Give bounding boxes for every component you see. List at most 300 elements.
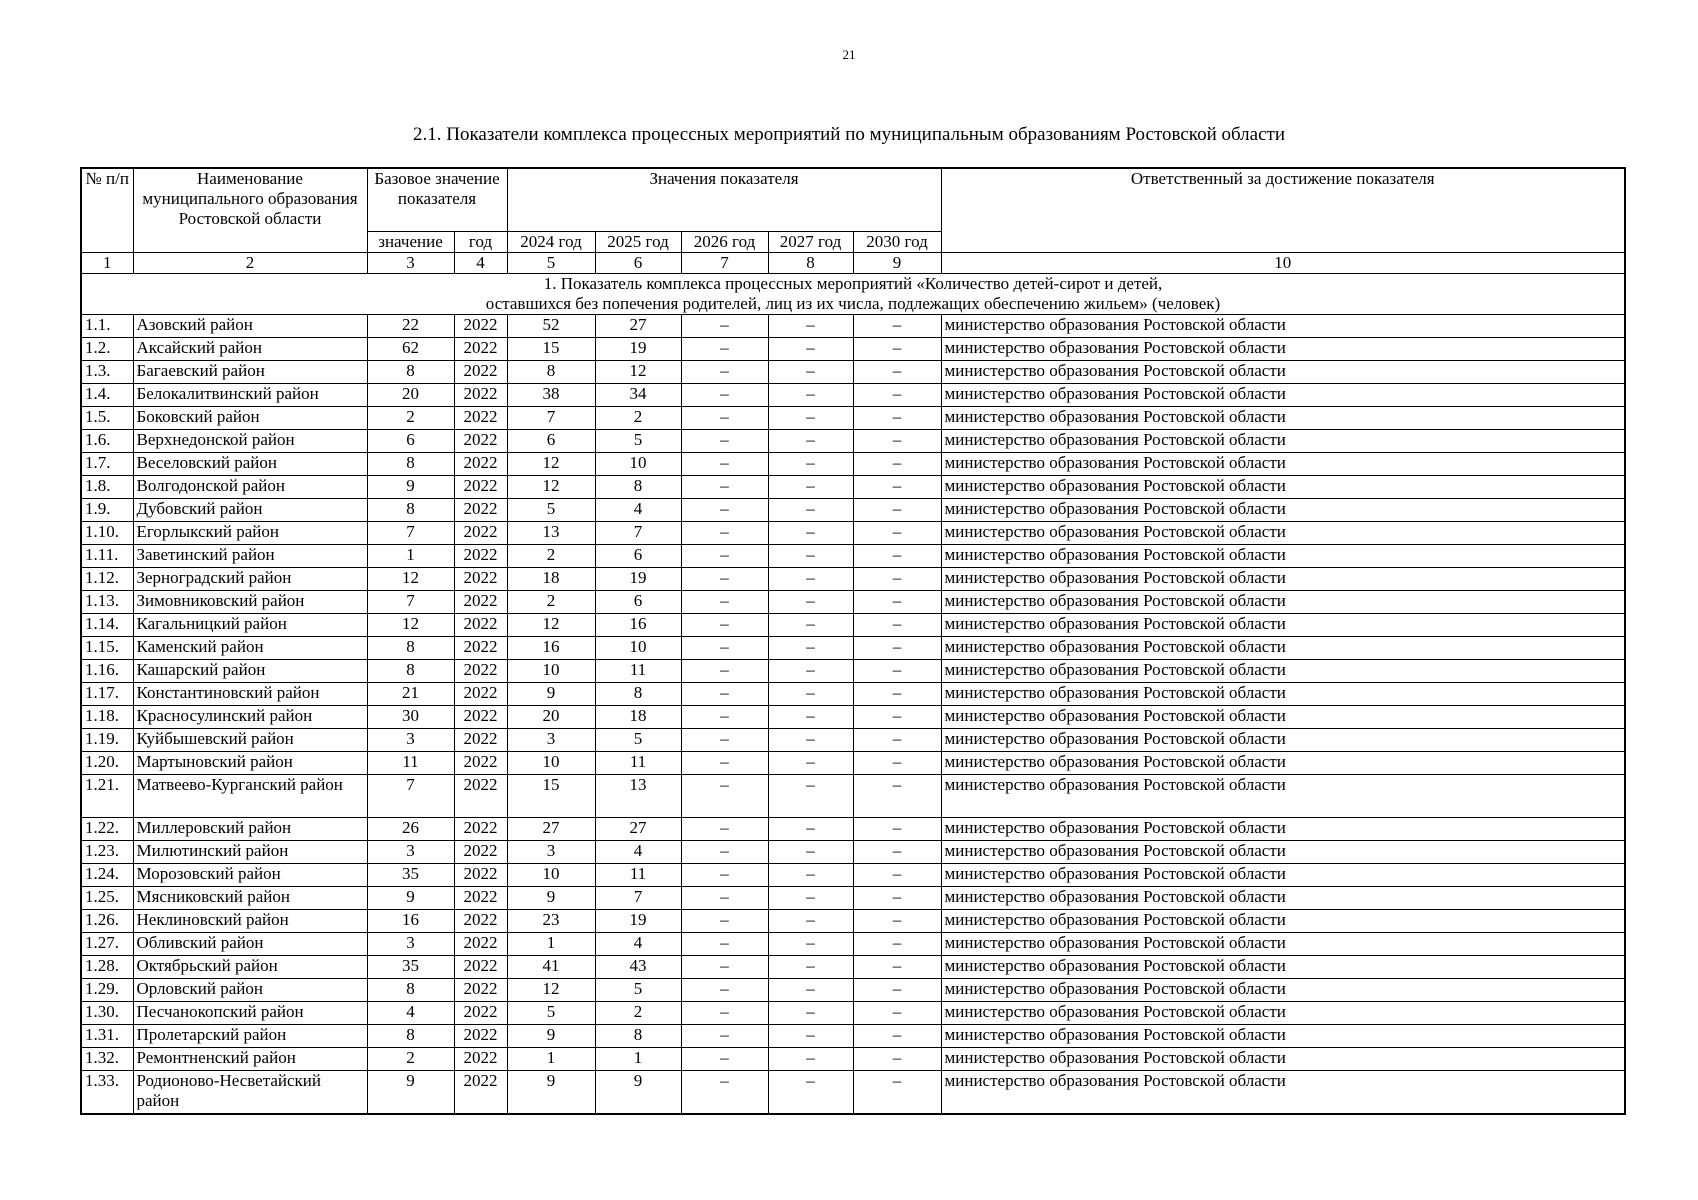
value-2024: 16 bbox=[507, 637, 595, 660]
value-2027: – bbox=[768, 499, 853, 522]
value-2030: – bbox=[853, 614, 941, 637]
district-name: Морозовский район bbox=[133, 864, 367, 887]
base-year: 2022 bbox=[454, 979, 507, 1002]
value-2024: 12 bbox=[507, 614, 595, 637]
value-2024: 41 bbox=[507, 956, 595, 979]
table-row bbox=[81, 407, 1625, 430]
base-year: 2022 bbox=[454, 614, 507, 637]
value-2027: – bbox=[768, 887, 853, 910]
value-2027: – bbox=[768, 706, 853, 729]
value-2030: – bbox=[853, 1025, 941, 1048]
row-number: 1.27. bbox=[81, 933, 133, 956]
table-row bbox=[81, 841, 1625, 864]
header-2024: 2024 год bbox=[507, 232, 595, 253]
base-value: 2 bbox=[367, 1048, 454, 1071]
value-2030: – bbox=[853, 545, 941, 568]
responsible: министерство образования Ростовской области bbox=[941, 910, 1625, 933]
value-2027: – bbox=[768, 818, 853, 841]
value-2026: – bbox=[681, 660, 768, 683]
base-value: 1 bbox=[367, 545, 454, 568]
value-2030: – bbox=[853, 361, 941, 384]
value-2030: – bbox=[853, 660, 941, 683]
table-row bbox=[81, 660, 1625, 683]
responsible: министерство образования Ростовской области bbox=[941, 1048, 1625, 1071]
district-name: Песчанокопский район bbox=[133, 1002, 367, 1025]
column-number-row bbox=[81, 253, 1625, 274]
value-2030: – bbox=[853, 729, 941, 752]
value-2025: 19 bbox=[595, 338, 681, 361]
table-row bbox=[81, 775, 1625, 818]
base-year: 2022 bbox=[454, 315, 507, 338]
responsible: министерство образования Ростовской области bbox=[941, 956, 1625, 979]
district-name: Неклиновский район bbox=[133, 910, 367, 933]
base-value: 4 bbox=[367, 1002, 454, 1025]
row-number: 1.14. bbox=[81, 614, 133, 637]
base-value: 6 bbox=[367, 430, 454, 453]
table-row bbox=[81, 384, 1625, 407]
row-number: 1.1. bbox=[81, 315, 133, 338]
value-2026: – bbox=[681, 887, 768, 910]
value-2026: – bbox=[681, 522, 768, 545]
value-2026: – bbox=[681, 729, 768, 752]
row-number: 1.28. bbox=[81, 956, 133, 979]
value-2025: 5 bbox=[595, 729, 681, 752]
base-value: 8 bbox=[367, 979, 454, 1002]
district-name: Орловский район bbox=[133, 979, 367, 1002]
district-name: Ремонтненский район bbox=[133, 1048, 367, 1071]
row-number: 1.8. bbox=[81, 476, 133, 499]
indicators-table bbox=[80, 167, 1626, 1115]
district-name: Аксайский район bbox=[133, 338, 367, 361]
district-name: Зимовниковский район bbox=[133, 591, 367, 614]
district-name: Куйбышевский район bbox=[133, 729, 367, 752]
value-2024: 8 bbox=[507, 361, 595, 384]
value-2026: – bbox=[681, 1048, 768, 1071]
value-2025: 43 bbox=[595, 956, 681, 979]
base-year: 2022 bbox=[454, 1048, 507, 1071]
base-year: 2022 bbox=[454, 1002, 507, 1025]
district-name: Пролетарский район bbox=[133, 1025, 367, 1048]
value-2024: 2 bbox=[507, 591, 595, 614]
value-2024: 9 bbox=[507, 1071, 595, 1115]
value-2024: 9 bbox=[507, 1025, 595, 1048]
value-2030: – bbox=[853, 933, 941, 956]
table-row bbox=[81, 979, 1625, 1002]
value-2026: – bbox=[681, 818, 768, 841]
value-2024: 7 bbox=[507, 407, 595, 430]
row-number: 1.4. bbox=[81, 384, 133, 407]
responsible: министерство образования Ростовской области bbox=[941, 729, 1625, 752]
header-base-year: год bbox=[454, 232, 507, 253]
row-number: 1.24. bbox=[81, 864, 133, 887]
value-2030: – bbox=[853, 841, 941, 864]
district-name: Обливский район bbox=[133, 933, 367, 956]
value-2030: – bbox=[853, 979, 941, 1002]
base-value: 3 bbox=[367, 729, 454, 752]
value-2026: – bbox=[681, 614, 768, 637]
responsible: министерство образования Ростовской области bbox=[941, 887, 1625, 910]
table-row bbox=[81, 818, 1625, 841]
base-year: 2022 bbox=[454, 956, 507, 979]
responsible: министерство образования Ростовской области bbox=[941, 1002, 1625, 1025]
responsible: министерство образования Ростовской области bbox=[941, 637, 1625, 660]
value-2026: – bbox=[681, 752, 768, 775]
responsible: министерство образования Ростовской области bbox=[941, 522, 1625, 545]
district-name: Октябрьский район bbox=[133, 956, 367, 979]
value-2026: – bbox=[681, 1002, 768, 1025]
value-2026: – bbox=[681, 706, 768, 729]
value-2027: – bbox=[768, 522, 853, 545]
value-2025: 19 bbox=[595, 568, 681, 591]
base-year: 2022 bbox=[454, 430, 507, 453]
base-year: 2022 bbox=[454, 1071, 507, 1115]
value-2025: 11 bbox=[595, 660, 681, 683]
value-2026: – bbox=[681, 545, 768, 568]
table-row bbox=[81, 476, 1625, 499]
base-value: 7 bbox=[367, 591, 454, 614]
base-year: 2022 bbox=[454, 568, 507, 591]
district-name: Дубовский район bbox=[133, 499, 367, 522]
header-name: Наименование муниципального образования Ростовской области bbox=[133, 168, 367, 253]
row-number: 1.5. bbox=[81, 407, 133, 430]
district-name: Красносулинский район bbox=[133, 706, 367, 729]
value-2025: 8 bbox=[595, 476, 681, 499]
responsible: министерство образования Ростовской области bbox=[941, 1025, 1625, 1048]
base-value: 9 bbox=[367, 476, 454, 499]
value-2027: – bbox=[768, 729, 853, 752]
value-2025: 18 bbox=[595, 706, 681, 729]
section-title-line-1: 1. Показатель комплекса процессных мероприятий «Количество детей-сирот и детей, bbox=[543, 274, 1163, 293]
base-year: 2022 bbox=[454, 910, 507, 933]
value-2024: 9 bbox=[507, 683, 595, 706]
district-name: Милютинский район bbox=[133, 841, 367, 864]
base-year: 2022 bbox=[454, 591, 507, 614]
district-name: Заветинский район bbox=[133, 545, 367, 568]
base-value: 8 bbox=[367, 499, 454, 522]
value-2026: – bbox=[681, 841, 768, 864]
value-2030: – bbox=[853, 887, 941, 910]
column-number: 5 bbox=[507, 253, 595, 274]
base-value: 30 bbox=[367, 706, 454, 729]
value-2030: – bbox=[853, 315, 941, 338]
value-2030: – bbox=[853, 864, 941, 887]
value-2025: 16 bbox=[595, 614, 681, 637]
table-row bbox=[81, 1048, 1625, 1071]
table-row bbox=[81, 1002, 1625, 1025]
value-2026: – bbox=[681, 864, 768, 887]
value-2025: 5 bbox=[595, 430, 681, 453]
value-2027: – bbox=[768, 568, 853, 591]
table-row bbox=[81, 887, 1625, 910]
value-2027: – bbox=[768, 338, 853, 361]
row-number: 1.20. bbox=[81, 752, 133, 775]
column-number: 6 bbox=[595, 253, 681, 274]
base-year: 2022 bbox=[454, 384, 507, 407]
value-2026: – bbox=[681, 453, 768, 476]
base-value: 22 bbox=[367, 315, 454, 338]
base-value: 8 bbox=[367, 453, 454, 476]
value-2027: – bbox=[768, 637, 853, 660]
value-2024: 10 bbox=[507, 752, 595, 775]
district-name: Мартыновский район bbox=[133, 752, 367, 775]
value-2026: – bbox=[681, 430, 768, 453]
value-2025: 11 bbox=[595, 864, 681, 887]
value-2030: – bbox=[853, 1071, 941, 1115]
value-2024: 15 bbox=[507, 775, 595, 818]
value-2026: – bbox=[681, 956, 768, 979]
table-row bbox=[81, 729, 1625, 752]
value-2026: – bbox=[681, 979, 768, 1002]
responsible: министерство образования Ростовской области bbox=[941, 338, 1625, 361]
value-2027: – bbox=[768, 683, 853, 706]
section-title bbox=[81, 274, 1625, 315]
header-2027: 2027 год bbox=[768, 232, 853, 253]
district-name: Волгодонской район bbox=[133, 476, 367, 499]
value-2030: – bbox=[853, 637, 941, 660]
column-number: 7 bbox=[681, 253, 768, 274]
table-row bbox=[81, 752, 1625, 775]
value-2026: – bbox=[681, 338, 768, 361]
value-2027: – bbox=[768, 956, 853, 979]
column-number: 4 bbox=[454, 253, 507, 274]
base-year: 2022 bbox=[454, 338, 507, 361]
base-year: 2022 bbox=[454, 407, 507, 430]
value-2026: – bbox=[681, 499, 768, 522]
value-2025: 1 bbox=[595, 1048, 681, 1071]
value-2030: – bbox=[853, 476, 941, 499]
row-number: 1.9. bbox=[81, 499, 133, 522]
value-2030: – bbox=[853, 568, 941, 591]
responsible: министерство образования Ростовской области bbox=[941, 614, 1625, 637]
value-2024: 38 bbox=[507, 384, 595, 407]
responsible: министерство образования Ростовской области bbox=[941, 818, 1625, 841]
district-name: Константиновский район bbox=[133, 683, 367, 706]
value-2027: – bbox=[768, 453, 853, 476]
value-2030: – bbox=[853, 956, 941, 979]
row-number: 1.25. bbox=[81, 887, 133, 910]
row-number: 1.32. bbox=[81, 1048, 133, 1071]
value-2024: 12 bbox=[507, 453, 595, 476]
district-name: Мясниковский район bbox=[133, 887, 367, 910]
district-name: Зерноградский район bbox=[133, 568, 367, 591]
table-row bbox=[81, 1071, 1625, 1115]
base-value: 2 bbox=[367, 407, 454, 430]
row-number: 1.15. bbox=[81, 637, 133, 660]
table-row bbox=[81, 545, 1625, 568]
base-year: 2022 bbox=[454, 841, 507, 864]
value-2024: 52 bbox=[507, 315, 595, 338]
value-2024: 12 bbox=[507, 979, 595, 1002]
base-year: 2022 bbox=[454, 864, 507, 887]
value-2026: – bbox=[681, 315, 768, 338]
value-2027: – bbox=[768, 910, 853, 933]
value-2027: – bbox=[768, 361, 853, 384]
base-year: 2022 bbox=[454, 775, 507, 818]
base-value: 21 bbox=[367, 683, 454, 706]
value-2026: – bbox=[681, 910, 768, 933]
value-2025: 4 bbox=[595, 499, 681, 522]
district-name: Кагальницкий район bbox=[133, 614, 367, 637]
value-2024: 23 bbox=[507, 910, 595, 933]
base-value: 8 bbox=[367, 637, 454, 660]
value-2027: – bbox=[768, 1025, 853, 1048]
value-2024: 10 bbox=[507, 660, 595, 683]
base-year: 2022 bbox=[454, 522, 507, 545]
responsible: министерство образования Ростовской области bbox=[941, 568, 1625, 591]
value-2024: 1 bbox=[507, 933, 595, 956]
value-2025: 10 bbox=[595, 453, 681, 476]
column-number: 2 bbox=[133, 253, 367, 274]
value-2030: – bbox=[853, 706, 941, 729]
base-year: 2022 bbox=[454, 706, 507, 729]
value-2030: – bbox=[853, 1048, 941, 1071]
value-2024: 15 bbox=[507, 338, 595, 361]
responsible: министерство образования Ростовской области bbox=[941, 660, 1625, 683]
table-row bbox=[81, 683, 1625, 706]
value-2026: – bbox=[681, 591, 768, 614]
row-number: 1.26. bbox=[81, 910, 133, 933]
base-value: 8 bbox=[367, 361, 454, 384]
district-name: Азовский район bbox=[133, 315, 367, 338]
value-2027: – bbox=[768, 1048, 853, 1071]
value-2024: 3 bbox=[507, 729, 595, 752]
responsible: министерство образования Ростовской области bbox=[941, 361, 1625, 384]
header-values: Значения показателя bbox=[507, 168, 941, 232]
base-value: 20 bbox=[367, 384, 454, 407]
value-2030: – bbox=[853, 384, 941, 407]
responsible: министерство образования Ростовской области bbox=[941, 979, 1625, 1002]
row-number: 1.19. bbox=[81, 729, 133, 752]
value-2027: – bbox=[768, 545, 853, 568]
section-title-line-2: оставшихся без попечения родителей, лиц из их числа, подлежащих обеспечению жильем» (человек) bbox=[485, 294, 1221, 313]
value-2024: 10 bbox=[507, 864, 595, 887]
base-year: 2022 bbox=[454, 752, 507, 775]
base-year: 2022 bbox=[454, 729, 507, 752]
table-row bbox=[81, 1025, 1625, 1048]
value-2025: 27 bbox=[595, 818, 681, 841]
base-value: 26 bbox=[367, 818, 454, 841]
responsible: министерство образования Ростовской области bbox=[941, 933, 1625, 956]
value-2026: – bbox=[681, 775, 768, 818]
value-2026: – bbox=[681, 637, 768, 660]
base-value: 11 bbox=[367, 752, 454, 775]
district-name: Родионово-Несветайский район bbox=[133, 1071, 367, 1115]
value-2026: – bbox=[681, 407, 768, 430]
base-year: 2022 bbox=[454, 887, 507, 910]
row-number: 1.12. bbox=[81, 568, 133, 591]
row-number: 1.18. bbox=[81, 706, 133, 729]
value-2025: 10 bbox=[595, 637, 681, 660]
row-number: 1.7. bbox=[81, 453, 133, 476]
row-number: 1.16. bbox=[81, 660, 133, 683]
responsible: министерство образования Ростовской области bbox=[941, 384, 1625, 407]
table-row bbox=[81, 591, 1625, 614]
row-number: 1.13. bbox=[81, 591, 133, 614]
base-value: 3 bbox=[367, 841, 454, 864]
responsible: министерство образования Ростовской области bbox=[941, 841, 1625, 864]
value-2030: – bbox=[853, 818, 941, 841]
column-number: 8 bbox=[768, 253, 853, 274]
row-number: 1.22. bbox=[81, 818, 133, 841]
value-2030: – bbox=[853, 591, 941, 614]
value-2026: – bbox=[681, 384, 768, 407]
row-number: 1.17. bbox=[81, 683, 133, 706]
value-2030: – bbox=[853, 683, 941, 706]
value-2027: – bbox=[768, 752, 853, 775]
value-2026: – bbox=[681, 361, 768, 384]
value-2026: – bbox=[681, 568, 768, 591]
row-number: 1.30. bbox=[81, 1002, 133, 1025]
district-name: Багаевский район bbox=[133, 361, 367, 384]
value-2025: 6 bbox=[595, 545, 681, 568]
value-2030: – bbox=[853, 522, 941, 545]
value-2025: 19 bbox=[595, 910, 681, 933]
column-number: 10 bbox=[941, 253, 1625, 274]
value-2027: – bbox=[768, 775, 853, 818]
responsible: министерство образования Ростовской области bbox=[941, 864, 1625, 887]
district-name: Белокалитвинский район bbox=[133, 384, 367, 407]
table-row bbox=[81, 499, 1625, 522]
table-row bbox=[81, 315, 1625, 338]
table-row bbox=[81, 864, 1625, 887]
row-number: 1.31. bbox=[81, 1025, 133, 1048]
base-value: 62 bbox=[367, 338, 454, 361]
value-2025: 4 bbox=[595, 933, 681, 956]
value-2024: 5 bbox=[507, 499, 595, 522]
value-2025: 7 bbox=[595, 522, 681, 545]
value-2027: – bbox=[768, 933, 853, 956]
responsible: министерство образования Ростовской области bbox=[941, 591, 1625, 614]
responsible: министерство образования Ростовской области bbox=[941, 453, 1625, 476]
value-2025: 9 bbox=[595, 1071, 681, 1115]
value-2030: – bbox=[853, 1002, 941, 1025]
value-2025: 11 bbox=[595, 752, 681, 775]
value-2027: – bbox=[768, 591, 853, 614]
table-row bbox=[81, 338, 1625, 361]
value-2024: 12 bbox=[507, 476, 595, 499]
base-year: 2022 bbox=[454, 361, 507, 384]
base-year: 2022 bbox=[454, 683, 507, 706]
base-year: 2022 bbox=[454, 1025, 507, 1048]
value-2024: 5 bbox=[507, 1002, 595, 1025]
table-row bbox=[81, 522, 1625, 545]
value-2027: – bbox=[768, 614, 853, 637]
value-2030: – bbox=[853, 499, 941, 522]
value-2030: – bbox=[853, 752, 941, 775]
value-2025: 8 bbox=[595, 683, 681, 706]
responsible: министерство образования Ростовской области bbox=[941, 430, 1625, 453]
row-number: 1.11. bbox=[81, 545, 133, 568]
table-row bbox=[81, 637, 1625, 660]
header-2026: 2026 год bbox=[681, 232, 768, 253]
value-2025: 6 bbox=[595, 591, 681, 614]
value-2025: 7 bbox=[595, 887, 681, 910]
district-name: Боковский район bbox=[133, 407, 367, 430]
document-title: 2.1. Показатели комплекса процессных мероприятий по муниципальным образованиям Ростовской области bbox=[412, 124, 1286, 145]
base-value: 3 bbox=[367, 933, 454, 956]
row-number: 1.33. bbox=[81, 1071, 133, 1115]
value-2024: 2 bbox=[507, 545, 595, 568]
value-2026: – bbox=[681, 683, 768, 706]
base-value: 12 bbox=[367, 568, 454, 591]
responsible: министерство образования Ростовской области bbox=[941, 315, 1625, 338]
value-2025: 2 bbox=[595, 1002, 681, 1025]
base-year: 2022 bbox=[454, 933, 507, 956]
table-row bbox=[81, 361, 1625, 384]
header-row-1 bbox=[81, 168, 1625, 232]
value-2025: 8 bbox=[595, 1025, 681, 1048]
base-value: 35 bbox=[367, 956, 454, 979]
